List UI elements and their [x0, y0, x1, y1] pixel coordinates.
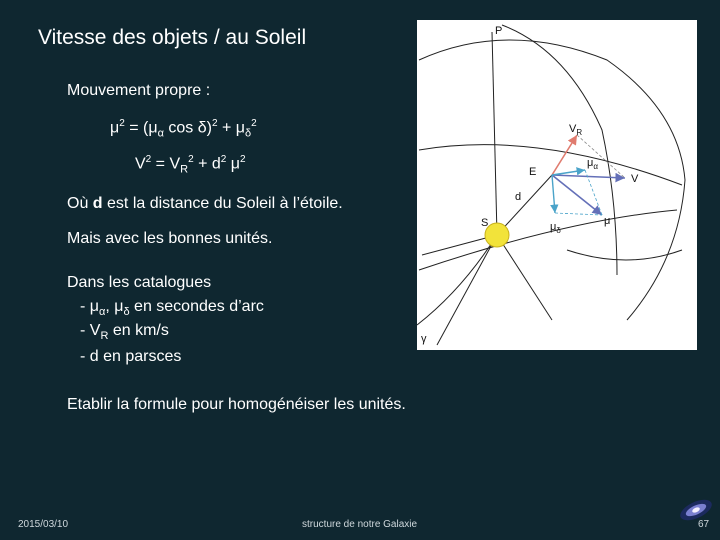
mu-delta-vector [552, 175, 555, 213]
label-mu-alpha: $\mu_\alpha$ [587, 157, 598, 171]
label-gamma: γ [421, 333, 427, 345]
sun-icon [485, 223, 509, 247]
celestial-sphere-diagram [417, 20, 697, 350]
label-s: S [481, 217, 489, 229]
label-vr: $V_R$ [569, 123, 583, 137]
catalogue-item-radial-velocity: - $V_R$ en km/s [80, 322, 169, 343]
galaxy-logo-icon [676, 494, 716, 526]
label-v: V [631, 173, 639, 185]
instruction-text: Etablir la formule pour homogénéiser les unités. [67, 396, 406, 413]
sphere-outline [417, 25, 685, 325]
footer-date: 2015/03/10 [18, 519, 69, 530]
catalogue-item-proper-motion: - $\mu_\alpha$, $\mu_\delta$ en secondes d’arc [80, 298, 264, 319]
radial-velocity-vector [552, 135, 577, 175]
label-d: d [515, 191, 522, 203]
mu-alpha-vector [552, 170, 585, 175]
formula-velocity: $V^2 = V_R^2 + d^2$ $\mu^2$ [135, 154, 246, 176]
formula-proper-motion: $\mu^2 = (\mu_\alpha$ $\cos \delta)^2 + \mu_\delta^2$ [110, 118, 257, 140]
label-e: E [529, 166, 537, 178]
units-note: Mais avec les bonnes unités. [67, 230, 273, 247]
velocity-vectors [552, 135, 625, 215]
mouvement-propre-label: Mouvement propre : [67, 82, 211, 99]
slide-title: Vitesse des objets / au Soleil [38, 26, 307, 49]
catalogues-title: Dans les catalogues [67, 274, 212, 291]
footer-title: structure de notre Galaxie [302, 519, 418, 530]
distance-note: Où d est la distance du Soleil à l’étoile. [67, 195, 343, 212]
label-mu-delta: $\mu_\delta$ [550, 221, 561, 235]
space-velocity-vector [552, 175, 625, 178]
sun-radii [422, 32, 552, 345]
catalogue-item-distance: - d en parsces [80, 348, 182, 365]
label-p: P [495, 25, 503, 37]
label-mu: μ [604, 215, 611, 227]
page-number: 67 [698, 519, 710, 530]
